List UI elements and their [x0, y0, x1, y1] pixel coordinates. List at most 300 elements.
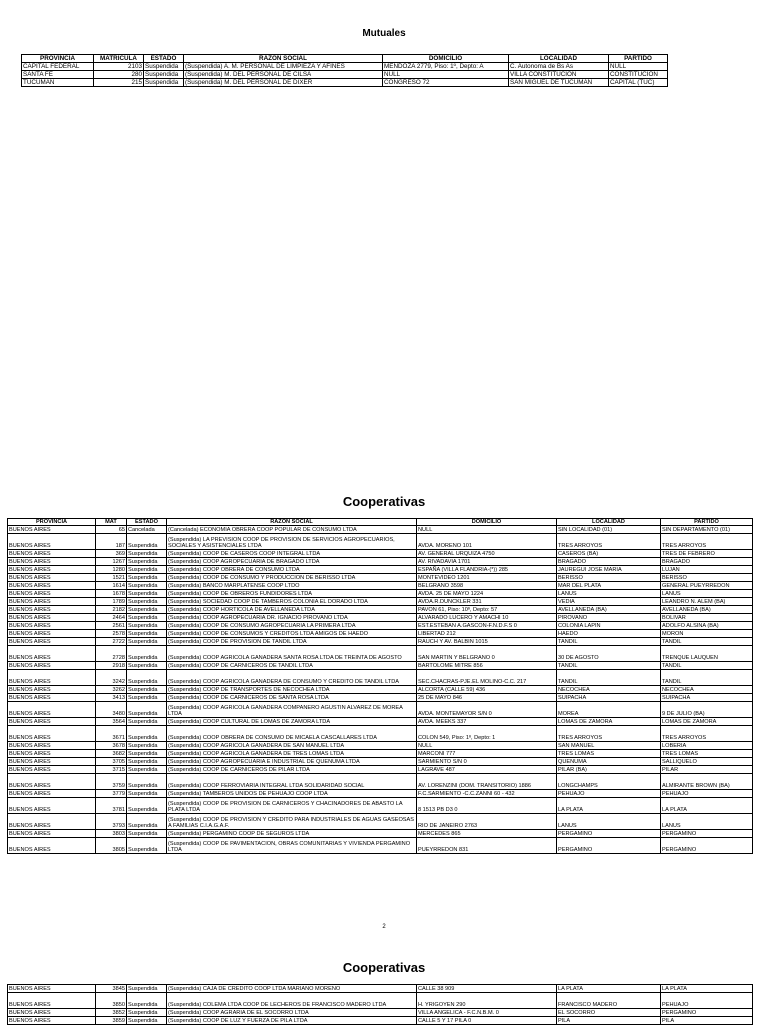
cell-localidad: PERGAMINO — [557, 838, 661, 854]
cell-partido: TANDIL — [661, 662, 753, 670]
cell-domicilio: LIBERTAD 212 — [417, 630, 557, 638]
cell-domicilio: EST.ESTEBAN A.GASCON-F.N.D.F.S 0 — [417, 622, 557, 630]
cell-provincia: BUENOS AIRES — [8, 694, 96, 702]
cell-provincia: BUENOS AIRES — [8, 774, 96, 790]
cell-matricula: 3793 — [96, 814, 127, 830]
cell-razon-social: (Suspendida) COOP DE CARNICEROS DE SANTA ROSA LTDA — [167, 694, 417, 702]
cell-partido: LANUS — [661, 814, 753, 830]
cell-matricula: 187 — [96, 534, 127, 550]
cell-localidad: NECOCHEA — [557, 686, 661, 694]
cell-matricula: 2103 — [94, 63, 144, 71]
cell-provincia: BUENOS AIRES — [8, 798, 96, 814]
cell-domicilio: MARCONI 777 — [417, 750, 557, 758]
header-razon-social: RAZON SOCIAL — [184, 55, 383, 63]
cell-domicilio: LAGRAVE 487 — [417, 766, 557, 774]
cell-partido: TRES DE FEBRERO — [661, 550, 753, 558]
cell-partido: LA PLATA — [661, 985, 753, 993]
cell-razon-social: (Suspendida) COOP AGRICOLA GANADERA SANTA ROSA LTDA DE TREINTA DE AGOSTO — [167, 646, 417, 662]
cell-razon-social: (Suspendida) COOP CULTURAL DE LOMAS DE ZAMORA LTDA — [167, 718, 417, 726]
cell-partido: PERGAMINO — [661, 838, 753, 854]
cell-matricula: 3850 — [96, 993, 127, 1009]
cell-provincia: BUENOS AIRES — [8, 838, 96, 854]
cell-estado: Suspendida — [127, 1017, 167, 1025]
cell-estado: Suspendida — [127, 630, 167, 638]
table-row — [8, 702, 753, 718]
cell-localidad: LOMAS DE ZAMORA — [557, 718, 661, 726]
cell-matricula: 2561 — [96, 622, 127, 630]
cell-localidad: LONGCHAMPS — [557, 774, 661, 790]
cell-domicilio: AV. LORENZINI (DOM. TRANSITORIO) 1886 — [417, 774, 557, 790]
cell-matricula: 3859 — [96, 1017, 127, 1025]
cell-provincia: BUENOS AIRES — [8, 670, 96, 686]
cell-provincia: BUENOS AIRES — [8, 550, 96, 558]
cell-razon-social: (Suspendida) COOP AGROPECUARIA DR. IGNACIO PIROVANO LTDA — [167, 614, 417, 622]
cell-localidad: PERGAMINO — [557, 830, 661, 838]
cell-domicilio: SARMIENTO S/N 0 — [417, 758, 557, 766]
table-row — [8, 830, 753, 838]
cell-provincia: BUENOS AIRES — [8, 742, 96, 750]
table-row — [8, 646, 753, 662]
table-row — [8, 838, 753, 854]
cell-razon-social: (Suspendida) COOP DE CONSUMOS Y CREDITOS LTDA AMIGOS DE HAEDO — [167, 630, 417, 638]
cell-estado: Suspendida — [127, 606, 167, 614]
header-partido: PARTIDO — [661, 519, 753, 526]
cell-partido: PEHUAJO — [661, 790, 753, 798]
table-row — [8, 630, 753, 638]
cell-domicilio: F.C.SARMIENTO -C.C.ZANNI 60 - 432 — [417, 790, 557, 798]
table-row — [8, 750, 753, 758]
cell-localidad: 30 DE AGOSTO — [557, 646, 661, 662]
cell-partido: ALMIRANTE BROWN (BA) — [661, 774, 753, 790]
table-row — [8, 1009, 753, 1017]
cell-domicilio: NULL — [383, 71, 509, 79]
cell-localidad: HAEDO — [557, 630, 661, 638]
cell-domicilio: BARTOLOME MITRE 856 — [417, 662, 557, 670]
cell-matricula: 215 — [94, 79, 144, 87]
table-row — [8, 814, 753, 830]
cell-localidad: TRES ARROYOS — [557, 534, 661, 550]
cell-provincia: BUENOS AIRES — [8, 790, 96, 798]
cell-domicilio: BELGRANO 3598 — [417, 582, 557, 590]
cell-domicilio: RAUCH Y AV. BALBIN 1015 — [417, 638, 557, 646]
cell-estado: Suspendida — [127, 718, 167, 726]
header-provincia: PROVINCIA — [22, 55, 94, 63]
cell-razon-social: (Suspendida) COOP AGRICOLA GANADERA COMPANERO AGUSTIN ALVAREZ DE MOREA LTDA — [167, 702, 417, 718]
cell-matricula: 3671 — [96, 726, 127, 742]
cell-estado: Suspendida — [127, 702, 167, 718]
cell-estado: Suspendida — [127, 686, 167, 694]
cell-partido: LANUS — [661, 590, 753, 598]
header-localidad: LOCALIDAD — [557, 519, 661, 526]
cell-razon-social: (Suspendida) COOP DE OBREROS FUNDIDORES LTDA — [167, 590, 417, 598]
cell-domicilio: PUEYRREDON 831 — [417, 838, 557, 854]
cell-provincia: BUENOS AIRES — [8, 1017, 96, 1025]
cell-razon-social: (Suspendida) COOP AGRICOLA GANADERA DE SAN MANUEL LTDA — [167, 742, 417, 750]
cell-localidad: VILLA CONSTITUCION — [509, 71, 609, 79]
cell-razon-social: (Suspendida) COOP HORTICOLA DE AVELLANEDA LTDA — [167, 606, 417, 614]
cell-estado: Suspendida — [127, 750, 167, 758]
header-matricula: MATRICULA — [94, 55, 144, 63]
cell-provincia: BUENOS AIRES — [8, 638, 96, 646]
table-row — [8, 726, 753, 742]
header-matricula: MAT — [96, 519, 127, 526]
cell-domicilio: CALLE 38 909 — [417, 985, 557, 993]
table-row — [8, 686, 753, 694]
cell-localidad: SUIPACHA — [557, 694, 661, 702]
cell-localidad: BRAGADO — [557, 558, 661, 566]
cell-domicilio: RIO DE JANEIRO 2763 — [417, 814, 557, 830]
cell-localidad: SAN MIGUEL DE TUCUMAN — [509, 79, 609, 87]
cell-razon-social: (Suspendida) COOP DE CONSUMO AGROPECUARIA LA PRIMERA LTDA — [167, 622, 417, 630]
cooperativas-body-continued — [8, 985, 753, 1025]
cell-razon-social: (Suspendida) BANCO MARPLATENSE COOP LTDO — [167, 582, 417, 590]
cell-provincia: BUENOS AIRES — [8, 830, 96, 838]
cell-localidad: TANDIL — [557, 670, 661, 686]
cell-provincia: BUENOS AIRES — [8, 750, 96, 758]
table-row — [8, 582, 753, 590]
cell-estado: Suspendida — [127, 574, 167, 582]
cell-matricula: 369 — [96, 550, 127, 558]
cell-estado: Suspendida — [127, 694, 167, 702]
cell-partido: LA PLATA — [661, 798, 753, 814]
mutuales-header-row — [22, 55, 668, 63]
table-row — [8, 790, 753, 798]
cell-provincia: BUENOS AIRES — [8, 598, 96, 606]
cell-matricula: 3852 — [96, 1009, 127, 1017]
cell-partido: LEANDRO N. ALEM (BA) — [661, 598, 753, 606]
cell-provincia: BUENOS AIRES — [8, 526, 96, 534]
cell-estado: Suspendida — [127, 814, 167, 830]
cell-razon-social: (Suspendida) LA PREVISION COOP DE PROVISION DE SERVICIOS AGROPECUARIOS, SOCIALES Y ASISTENCIALES LTDA — [167, 534, 417, 550]
header-partido: PARTIDO — [609, 55, 668, 63]
cell-domicilio: VILLA ANGELICA - F.C.N.B.M. 0 — [417, 1009, 557, 1017]
cell-estado: Suspendida — [127, 758, 167, 766]
cell-domicilio: SEC.CHACRAS-PJE.EL MOLINO-C.C. 217 — [417, 670, 557, 686]
cell-provincia: BUENOS AIRES — [8, 718, 96, 726]
cell-estado: Suspendida — [127, 566, 167, 574]
cell-matricula: 3413 — [96, 694, 127, 702]
cooperativas-table-continued — [7, 984, 753, 1025]
cell-razon-social: (Suspendida) TAMBEROS UNIDOS DE PEHUAJO COOP LTDA — [167, 790, 417, 798]
cell-domicilio: AVDA. MEEKS 337 — [417, 718, 557, 726]
cell-domicilio: CALLE 5 Y 17 PILA 0 — [417, 1017, 557, 1025]
cell-domicilio: AVDA. MORENO 101 — [417, 534, 557, 550]
cell-localidad: PEHUAJO — [557, 790, 661, 798]
cell-localidad: MOREA — [557, 702, 661, 718]
cell-localidad: FRANCISCO MADERO — [557, 993, 661, 1009]
cell-matricula: 1267 — [96, 558, 127, 566]
cell-partido: 9 DE JULIO (BA) — [661, 702, 753, 718]
cell-partido: TRENQUE LAUQUEN — [661, 646, 753, 662]
cell-estado: Suspendida — [127, 742, 167, 750]
cell-localidad: EL SOCORRO — [557, 1009, 661, 1017]
cell-razon-social: (Suspendida) COOP AGRARIA DE EL SOCORRO LTDA — [167, 1009, 417, 1017]
cell-matricula: 2464 — [96, 614, 127, 622]
cell-provincia: BUENOS AIRES — [8, 686, 96, 694]
cell-razon-social: (Suspendida) PERGAMINO COOP DE SEGUROS LTDA — [167, 830, 417, 838]
cell-partido: BOLIVAR — [661, 614, 753, 622]
table-row — [8, 766, 753, 774]
cell-estado: Suspendida — [127, 774, 167, 790]
table-row — [8, 638, 753, 646]
cell-partido: TANDIL — [661, 670, 753, 686]
cell-partido: ADOLFO ALSINA (BA) — [661, 622, 753, 630]
mutuales-table — [21, 54, 668, 87]
cell-estado: Suspendida — [127, 985, 167, 993]
cell-localidad: TANDIL — [557, 638, 661, 646]
cell-matricula: 3779 — [96, 790, 127, 798]
table-row — [8, 742, 753, 750]
cell-partido: CONSTITUCION — [609, 71, 668, 79]
cell-matricula: 3705 — [96, 758, 127, 766]
table-row — [8, 590, 753, 598]
cell-domicilio: ESPAÑA (VILLA FLANDRIA-(*)) 285 — [417, 566, 557, 574]
cell-domicilio: CONGRESO 72 — [383, 79, 509, 87]
table-row — [8, 993, 753, 1009]
cell-matricula: 3803 — [96, 830, 127, 838]
cell-domicilio: 25 DE MAYO 846 — [417, 694, 557, 702]
header-provincia: PROVINCIA — [8, 519, 96, 526]
cell-partido: PERGAMINO — [661, 1009, 753, 1017]
cell-provincia: BUENOS AIRES — [8, 702, 96, 718]
table-row — [8, 606, 753, 614]
cell-localidad: QUENUMA — [557, 758, 661, 766]
cell-partido: PILA — [661, 1017, 753, 1025]
cell-estado: Suspendida — [127, 534, 167, 550]
cell-matricula: 1789 — [96, 598, 127, 606]
cell-localidad: C. Autonoma de Bs As — [509, 63, 609, 71]
cell-provincia: CAPITAL FEDERAL — [22, 63, 94, 71]
cell-partido: TANDIL — [661, 638, 753, 646]
cell-matricula: 3262 — [96, 686, 127, 694]
cell-localidad: COLONIA LAPIN — [557, 622, 661, 630]
table-row — [8, 558, 753, 566]
cell-localidad: SIN LOCALIDAD (01) — [557, 526, 661, 534]
cell-localidad: LANUS — [557, 814, 661, 830]
table-row — [8, 670, 753, 686]
cell-partido: PERGAMINO — [661, 830, 753, 838]
cell-provincia: BUENOS AIRES — [8, 582, 96, 590]
cell-estado: Suspendida — [127, 582, 167, 590]
cell-domicilio: MERCEDES 865 — [417, 830, 557, 838]
cell-estado: Suspendida — [127, 993, 167, 1009]
cell-estado: Suspendida — [127, 766, 167, 774]
cell-partido: LUJAN — [661, 566, 753, 574]
cooperativas-title-page3: Cooperativas — [342, 960, 426, 975]
cell-razon-social: (Suspendida) COOP AGRICOLA GANADERA DE TRES LOMAS LTDA — [167, 750, 417, 758]
table-row — [8, 622, 753, 630]
cell-estado: Suspendida — [127, 670, 167, 686]
cooperativas-title: Cooperativas — [342, 494, 426, 509]
cell-estado: Suspendida — [144, 79, 184, 87]
cell-estado: Suspendida — [144, 63, 184, 71]
cell-domicilio: H. YRIGOYEN 290 — [417, 993, 557, 1009]
cell-matricula: 3480 — [96, 702, 127, 718]
cell-partido: TRES LOMAS — [661, 750, 753, 758]
cell-razon-social: (Suspendida) M. DEL PERSONAL DE CILSA — [184, 71, 383, 79]
cell-provincia: BUENOS AIRES — [8, 993, 96, 1009]
cell-localidad: TRES ARROYOS — [557, 726, 661, 742]
mutuales-title: Mutuales — [362, 28, 406, 39]
cell-domicilio: AVDA. 25 DE MAYO 1224 — [417, 590, 557, 598]
cell-matricula: 2722 — [96, 638, 127, 646]
header-domicilio: DOMICILIO — [417, 519, 557, 526]
cell-domicilio: 8 1513 PB D3 0 — [417, 798, 557, 814]
cell-matricula: 3564 — [96, 718, 127, 726]
cell-provincia: BUENOS AIRES — [8, 622, 96, 630]
cell-partido: BERISSO — [661, 574, 753, 582]
cell-partido: SUIPACHA — [661, 694, 753, 702]
table-row — [8, 598, 753, 606]
cell-localidad: AVELLANEDA (BA) — [557, 606, 661, 614]
cell-estado: Suspendida — [144, 71, 184, 79]
cell-matricula: 1678 — [96, 590, 127, 598]
cell-matricula: 3242 — [96, 670, 127, 686]
cell-matricula: 3682 — [96, 750, 127, 758]
cell-localidad: TANDIL — [557, 662, 661, 670]
cell-estado: Suspendida — [127, 646, 167, 662]
cell-estado: Suspendida — [127, 614, 167, 622]
cell-domicilio: AVDA.R.DUNCKLER 331 — [417, 598, 557, 606]
table-row — [8, 526, 753, 534]
cell-provincia: BUENOS AIRES — [8, 985, 96, 993]
cell-estado: Suspendida — [127, 622, 167, 630]
header-domicilio: DOMICILIO — [383, 55, 509, 63]
cell-domicilio: MONTEVIDEO 1201 — [417, 574, 557, 582]
cell-matricula: 280 — [94, 71, 144, 79]
table-row — [8, 534, 753, 550]
cell-razon-social: (Suspendida) COOP DE CASEROS COOP INTEGRAL LTDA — [167, 550, 417, 558]
header-localidad: LOCALIDAD — [509, 55, 609, 63]
cell-provincia: SANTA FE — [22, 71, 94, 79]
page-number: 2 — [382, 924, 386, 930]
cell-razon-social: (Suspendida) COOP DE PROVISION Y CREDITO PARA INDUSTRIALES DE AGUAS GASEOSAS A FAMILIAS C.I.A.G.A.F. — [167, 814, 417, 830]
cell-domicilio: NULL — [417, 742, 557, 750]
cell-razon-social: (Suspendida) COOP DE LUZ Y FUERZA DE PILA LTDA — [167, 1017, 417, 1025]
cell-partido: BRAGADO — [661, 558, 753, 566]
cell-estado: Suspendida — [127, 590, 167, 598]
cell-estado: Suspendida — [127, 798, 167, 814]
cell-estado: Suspendida — [127, 1009, 167, 1017]
cell-matricula: 3781 — [96, 798, 127, 814]
header-estado: ESTADO — [127, 519, 167, 526]
cell-partido: SALLIQUELO — [661, 758, 753, 766]
cell-localidad: LA PLATA — [557, 798, 661, 814]
cell-localidad: LANUS — [557, 590, 661, 598]
cell-estado: Suspendida — [127, 838, 167, 854]
table-row — [22, 71, 668, 79]
cell-razon-social: (Suspendida) A. M. PERSONAL DE LIMPIEZA Y AFINES — [184, 63, 383, 71]
cell-razon-social: (Suspendida) COOP DE CARNICEROS DE PILAR LTDA — [167, 766, 417, 774]
cell-domicilio: ALVARADO LUCERO Y AMACHI 10 — [417, 614, 557, 622]
cell-provincia: BUENOS AIRES — [8, 534, 96, 550]
cell-matricula: 1614 — [96, 582, 127, 590]
cell-estado: Suspendida — [127, 726, 167, 742]
table-row — [8, 718, 753, 726]
table-row — [8, 566, 753, 574]
cell-matricula: 3845 — [96, 985, 127, 993]
cell-localidad: MAR DEL PLATA — [557, 582, 661, 590]
cell-partido: NECOCHEA — [661, 686, 753, 694]
cell-domicilio: AVDA. MONTEMAYOR S/N 0 — [417, 702, 557, 718]
cell-partido: SIN DEPARTAMENTO (01) — [661, 526, 753, 534]
cell-provincia: BUENOS AIRES — [8, 606, 96, 614]
cell-matricula: 2578 — [96, 630, 127, 638]
cell-matricula: 3678 — [96, 742, 127, 750]
cell-provincia: BUENOS AIRES — [8, 726, 96, 742]
cell-matricula: 2728 — [96, 646, 127, 662]
cell-provincia: TUCUMAN — [22, 79, 94, 87]
cell-razon-social: (Suspendida) COOP AGROPECUARIA E INDUSTRIAL DE QUENUMA LTDA — [167, 758, 417, 766]
header-razon-social: RAZON SOCIAL — [167, 519, 417, 526]
cell-localidad: PILA — [557, 1017, 661, 1025]
cell-estado: Suspendida — [127, 662, 167, 670]
cell-estado: Suspendida — [127, 550, 167, 558]
cell-razon-social: (Suspendida) COOP DE CONSUMO Y PRODUCCION DE BERISSO LTDA — [167, 574, 417, 582]
cell-razon-social: (Suspendida) CAJA DE CREDITO COOP LTDA MARIANO MORENO — [167, 985, 417, 993]
cell-matricula: 2182 — [96, 606, 127, 614]
cell-estado: Suspendida — [127, 638, 167, 646]
cell-provincia: BUENOS AIRES — [8, 566, 96, 574]
cell-domicilio: AV. GENERAL URQUIZA 4750 — [417, 550, 557, 558]
cell-matricula: 1521 — [96, 574, 127, 582]
cell-razon-social: (Cancelada) ECONOMIA OBRERA COOP POPULAR DE CONSUMO LTDA — [167, 526, 417, 534]
cell-partido: GENERAL PUEYRREDON — [661, 582, 753, 590]
cell-razon-social: (Suspendida) COOP DE CARNICEROS DE TANDIL LTDA — [167, 662, 417, 670]
cell-localidad: JAUREGUI JOSE MARIA — [557, 566, 661, 574]
cell-partido: NULL — [609, 63, 668, 71]
cell-razon-social: (Suspendida) M. DEL PERSONAL DE DIXER — [184, 79, 383, 87]
cell-partido: PILAR — [661, 766, 753, 774]
cell-domicilio: NULL — [417, 526, 557, 534]
cell-localidad: SAN MANUEL — [557, 742, 661, 750]
cell-domicilio: ALCORTA (CALLE 59) 436 — [417, 686, 557, 694]
cell-provincia: BUENOS AIRES — [8, 1009, 96, 1017]
cell-matricula: 65 — [96, 526, 127, 534]
cell-partido: LOBERIA — [661, 742, 753, 750]
table-row — [22, 63, 668, 71]
cell-partido: CAPITAL (TUC) — [609, 79, 668, 87]
cell-estado: Suspendida — [127, 558, 167, 566]
cell-razon-social: (Suspendida) COOP AGRICOLA GANADERA DE CONSUMO Y CREDITO DE TANDIL LTDA — [167, 670, 417, 686]
cell-domicilio: MENDOZA 2779, Piso: 1º, Depto: A — [383, 63, 509, 71]
cell-matricula: 1280 — [96, 566, 127, 574]
cell-razon-social: (Suspendida) COOP DE PROVISION DE TANDIL LTDA — [167, 638, 417, 646]
cell-partido: TRES ARROYOS — [661, 534, 753, 550]
cell-matricula: 3715 — [96, 766, 127, 774]
cell-provincia: BUENOS AIRES — [8, 590, 96, 598]
cell-razon-social: (Suspendida) COOP FERROVIARIA INTEGRAL LTDA SOLIDARIDAD SOCIAL — [167, 774, 417, 790]
table-row — [8, 985, 753, 993]
cell-partido: PEHUAJO — [661, 993, 753, 1009]
table-row — [8, 662, 753, 670]
cell-razon-social: (Suspendida) COLEMA LTDA COOP DE LECHEROS DE FRANCISCO MADERO LTDA — [167, 993, 417, 1009]
cell-provincia: BUENOS AIRES — [8, 558, 96, 566]
cooperativas-table — [7, 518, 753, 854]
table-row — [8, 758, 753, 766]
cell-provincia: BUENOS AIRES — [8, 758, 96, 766]
header-estado: ESTADO — [144, 55, 184, 63]
cell-razon-social: (Suspendida) COOP OBRERA DE CONSUMO DE MICAELA CASCALLARES LTDA — [167, 726, 417, 742]
cell-localidad: BERISSO — [557, 574, 661, 582]
table-row — [8, 798, 753, 814]
cell-estado: Suspendida — [127, 598, 167, 606]
cell-localidad: PILAR (BA) — [557, 766, 661, 774]
table-row — [8, 614, 753, 622]
cell-razon-social: (Suspendida) COOP AGROPECUARIA DE BRAGADO LTDA — [167, 558, 417, 566]
cell-localidad: LA PLATA — [557, 985, 661, 993]
cell-provincia: BUENOS AIRES — [8, 614, 96, 622]
